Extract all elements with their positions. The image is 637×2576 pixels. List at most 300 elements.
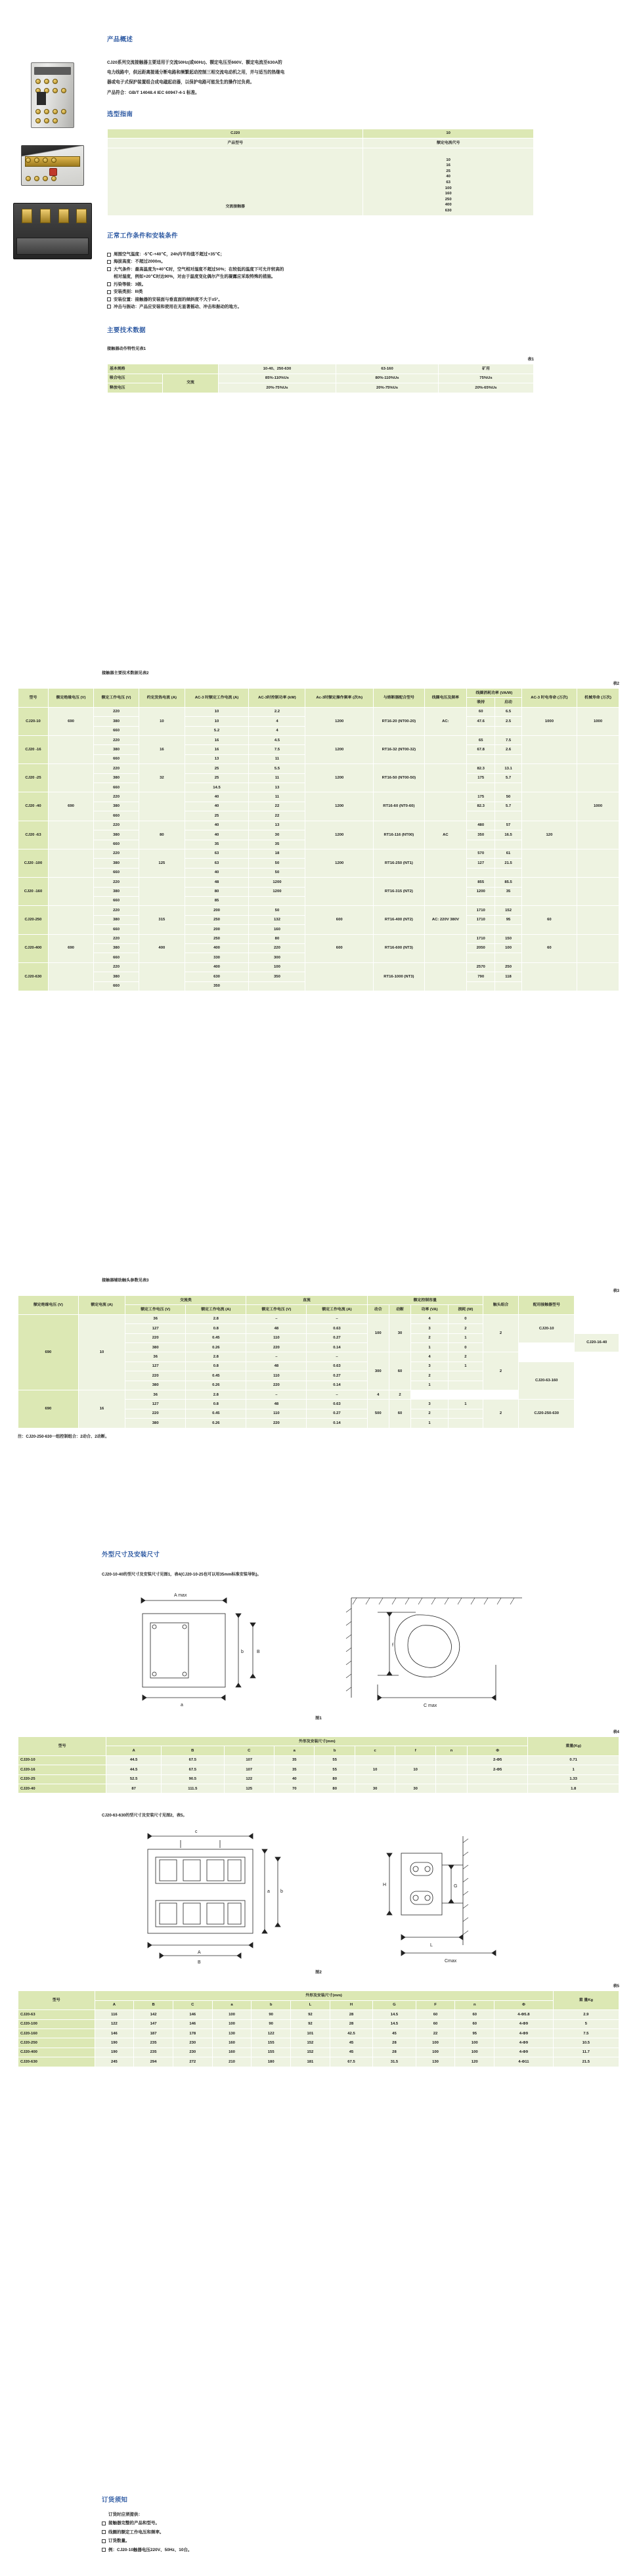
t2-rated-current: 400 [185, 943, 249, 953]
dim-h-weight: 重量(Kg) [528, 1737, 619, 1756]
dim-cell-1: 190 [95, 2048, 134, 2057]
t3-sub-2: 额定工作电压 (V) [246, 1305, 307, 1314]
svg-text:c: c [195, 1830, 198, 1835]
dim-cell-8 [435, 1784, 467, 1793]
t3-aca: 0.26 [186, 1343, 246, 1352]
fig2-caption: CJ20-63-630的型尺寸及安装尺寸见图2，表5。 [102, 1813, 187, 1818]
table-row [18, 821, 619, 830]
dim-cell-8: 45 [373, 2029, 416, 2038]
order-item [102, 2520, 619, 2527]
t2-power: 132 [249, 915, 305, 924]
selguide-head-current: 10 [363, 129, 534, 138]
dim-cell-3: 178 [173, 2029, 212, 2038]
t2-insulation: 690 [48, 934, 93, 962]
t2-coil-hold: 175 [467, 773, 495, 783]
svg-text:a: a [181, 1703, 183, 1707]
t3-sub-5: 动断 [389, 1305, 410, 1314]
t2-power: 50 [249, 906, 305, 915]
t3-w: 2 [448, 1324, 483, 1333]
overview-line-1: CJ20系列交流接触器主要适用于交流50Hz(或60Hz)、额定电压至660V、额定电流至630A的 [107, 60, 282, 65]
t2-rated-current: 14.5 [185, 783, 249, 792]
t2-power: 7.5 [249, 745, 305, 754]
svg-text:G: G [454, 1884, 458, 1889]
selguide-current-value: 25 [446, 169, 450, 173]
t2-voltage: 380 [94, 943, 139, 953]
t2-insulation [48, 906, 93, 934]
dim-cell-0: CJ20-400 [18, 2048, 95, 2057]
t3-dca: 0.27 [307, 1333, 367, 1342]
t2-power: 11 [249, 754, 305, 763]
dim-h-group: 外形及安装尺寸(mm) [95, 1991, 553, 2000]
t3-dca: 0.63 [307, 1400, 367, 1409]
dim-cell-8: 14.5 [373, 2010, 416, 2019]
dim-cell-7: 42.5 [330, 2029, 372, 2038]
t3-va: 2 [411, 1409, 449, 1418]
dim-sub-4: b [315, 1746, 355, 1755]
dim-cell-5: 55 [315, 1765, 355, 1774]
dim-cell-4: 35 [274, 1755, 314, 1765]
t2-header-6: Ac-3时额定操作频率 (次/h) [305, 689, 373, 708]
order-item [102, 2511, 619, 2518]
dim-sub-5: c [355, 1746, 395, 1755]
t2-rated-current: 200 [185, 906, 249, 915]
t3-ins: 690 [18, 1390, 79, 1428]
svg-text:Cmax: Cmax [445, 1959, 457, 1964]
t2-heat-current: 125 [139, 849, 185, 877]
t2-coil-start: 6.5 [495, 707, 521, 716]
t3-va: 4 [411, 1352, 449, 1362]
condition-item [107, 296, 534, 303]
t2-power: 11 [249, 773, 305, 783]
t2-insulation [48, 878, 93, 906]
t3-va: 3 [411, 1362, 449, 1371]
t2-coil: AC: 220V 380V [424, 906, 466, 934]
t2-voltage: 380 [94, 802, 139, 811]
dim-cell-11: 4-Φ9 [494, 2038, 554, 2048]
dim-cell-2: 90.5 [161, 1774, 224, 1784]
figure1-front-view [102, 1586, 299, 1711]
t3-dca: – [307, 1352, 367, 1362]
t2-rated-current: 10 [185, 717, 249, 726]
condition-item [107, 258, 534, 265]
dim-sub-1: B [134, 2000, 173, 2009]
section-title-conditions: 正常工作条件和安装条件 [107, 232, 178, 240]
dim-cell-9 [468, 1774, 528, 1784]
condition-item [107, 288, 534, 295]
t2-coil-start [495, 726, 521, 735]
dim-cell-3: 146 [173, 2010, 212, 2019]
dim-cell-2: 111.5 [161, 1784, 224, 1793]
dim-h-model: 型号 [18, 1991, 95, 2010]
t2-header-5: AC-3时控制功率 (kW) [249, 689, 305, 708]
t2-fuse: RT16-20 (NT00-20) [373, 707, 424, 735]
table-row [18, 934, 619, 943]
dim-cell-0: CJ20-630 [18, 2057, 95, 2067]
condition-item [107, 303, 534, 311]
t3-va: 1 [411, 1381, 449, 1390]
dim-cell-4: 210 [212, 2057, 252, 2067]
table3-block [18, 1277, 619, 1439]
dim-sub-2: C [173, 2000, 212, 2009]
t2-rated-current: 63 [185, 849, 249, 858]
figure2-label: 图2 [315, 1970, 322, 1975]
dim-cell-12: 10.5 [553, 2038, 619, 2048]
t1-spec-b: 63-160 [336, 364, 439, 374]
t2-coil-hold: 60 [467, 707, 495, 716]
order-text: 订货时应须提供： [108, 2512, 143, 2517]
selguide-body-currents [363, 148, 534, 215]
dim-cell-0: CJ20-100 [18, 2019, 95, 2029]
t2-mech-life: 1000 [577, 792, 619, 821]
t2-coil-hold: 855 [467, 878, 495, 887]
dim-cell-9: 60 [416, 2019, 455, 2029]
t2-frequency: 600 [305, 906, 373, 934]
t3-dcv: 220 [246, 1381, 307, 1390]
table-row [18, 962, 619, 972]
t1-pull-b: 80%-110%Us [336, 374, 439, 383]
t2-coil-hold: 82.3 [467, 802, 495, 811]
table-row [18, 2019, 619, 2029]
t2-voltage: 220 [94, 878, 139, 887]
t3-acv: 220 [125, 1371, 186, 1381]
t3-sub-4: 动合 [367, 1305, 389, 1314]
t2-coil-hold: 65 [467, 736, 495, 745]
dim-cell-3: 107 [224, 1755, 274, 1765]
t1-rel-b: 20%-75%Us [336, 383, 439, 393]
condition-text: 大气条件：最高温度为+40℃时，空气相对湿度不超过50%；在较低的温度下可允许较高的 [114, 267, 284, 272]
condition-text: 安装位置：接触器的安装面与垂直面的倾斜度不大于±5°。 [114, 297, 223, 302]
order-text: 线圈的额定工作电压和频率。 [108, 2529, 164, 2535]
t1-pull-a: 85%-110%Us [218, 374, 336, 383]
t3-aca: 0.26 [186, 1419, 246, 1428]
t3-dca: 0.63 [307, 1324, 367, 1333]
t3-w [448, 1371, 483, 1381]
t2-elec-life: 120 [521, 821, 577, 849]
selguide-current-value: 100 [445, 186, 452, 190]
dim-cell-1: 245 [95, 2057, 134, 2067]
t2-power: 1200 [249, 878, 305, 887]
dim-cell-2: 235 [134, 2038, 173, 2048]
t3-acv: 220 [125, 1333, 186, 1342]
t2-elec-life [521, 878, 577, 906]
t2-mech-life: 1000 [577, 707, 619, 735]
t2-frequency: 1200 [305, 736, 373, 764]
t2-power: 350 [249, 972, 305, 981]
t3-dcv: 110 [246, 1371, 307, 1381]
t2-heat-current: 80 [139, 821, 185, 849]
selection-guide-table [107, 129, 534, 216]
t2-power [249, 981, 305, 991]
t3-acv: 220 [125, 1409, 186, 1418]
t2-subheader-0: 吸持 [467, 698, 495, 707]
table3-number: 表3 [613, 1289, 619, 1293]
t2-fuse: RT16-50 (NT00-50) [373, 764, 424, 792]
dim-cell-5: 122 [252, 2029, 291, 2038]
order-text: 例：CJ20-10触器电压220V、50Hz、10台。 [108, 2547, 192, 2552]
dim-cell-9: 22 [416, 2029, 455, 2038]
t2-header-8: 线圈电压及频率 [424, 689, 466, 708]
t2-rated-current: 40 [185, 830, 249, 840]
t2-fuse: RT16-1000 (NT3) [373, 962, 424, 991]
t3-dcv: 110 [246, 1409, 307, 1418]
t3-acv: 36 [125, 1390, 186, 1400]
checkbox-icon [107, 305, 111, 309]
t2-power: 160 [249, 925, 305, 934]
t2-coil-hold [467, 868, 495, 877]
dim-cell-2: 235 [134, 2048, 173, 2057]
dim-sub-8: Φ [468, 1746, 528, 1755]
dim-cell-7: 30 [395, 1784, 435, 1793]
dim-cell-2: 67.5 [161, 1765, 224, 1774]
table-row [18, 1755, 619, 1765]
t2-rated-current: 40 [185, 868, 249, 877]
t3-sub-3: 额定工作电流 (A) [307, 1305, 367, 1314]
t2-elec-life: 1000 [521, 707, 577, 735]
t2-model: CJ20-10 [18, 707, 49, 735]
t2-frequency [305, 878, 373, 906]
t2-coil-start: 16.5 [495, 830, 521, 840]
t1-row-rel-label: 释放电压 [108, 383, 163, 393]
t2-rated-current: 16 [185, 736, 249, 745]
t3-dca: 0.14 [307, 1419, 367, 1428]
dim-cell-12: 5 [553, 2019, 619, 2029]
t2-coil-hold: 2570 [467, 962, 495, 972]
t2-coil-hold [467, 811, 495, 821]
dim-cell-10: 60 [455, 2019, 494, 2029]
dim-cell-11: 4-Φ9 [494, 2048, 554, 2057]
t3-cap-open: 60 [389, 1352, 410, 1390]
t2-frequency: 1200 [305, 849, 373, 877]
dim-cell-3: 272 [173, 2057, 212, 2067]
dim-cell-4: 160 [212, 2038, 252, 2048]
dim-cell-3: 230 [173, 2038, 212, 2048]
condition-text: 周围空气温度：-5℃-+40℃，24h内平均值不超过+35℃； [114, 252, 225, 257]
t3-aca: 0.8 [186, 1362, 246, 1371]
t2-power: 80 [249, 934, 305, 943]
checkbox-icon [107, 260, 111, 264]
t2-elec-life [521, 764, 577, 792]
table-row [18, 736, 619, 745]
t2-coil-start: 57 [495, 821, 521, 830]
t2-header-0: 型号 [18, 689, 49, 708]
t2-elec-life [521, 962, 577, 991]
figure1-drawings [102, 1586, 535, 1711]
t2-coil-start [495, 783, 521, 792]
dim-sub-7: n [435, 1746, 467, 1755]
condition-text: 相对湿度，例如+20℃时达90%，对由于温度变化偶尔产生的凝露应采取特殊的措施。 [114, 274, 276, 280]
table-row [18, 2038, 619, 2048]
t3-aca: 2.8 [186, 1390, 246, 1400]
t3-comb: 2 [483, 1400, 518, 1428]
product-image-column [0, 0, 105, 259]
table-row [18, 2010, 619, 2019]
dim-cell-10: 1.8 [528, 1784, 619, 1793]
dim-sub-9: n [455, 2000, 494, 2009]
dim-cell-11: 4-Φ9 [494, 2019, 554, 2029]
t2-voltage: 220 [94, 849, 139, 858]
dim-cell-8: 28 [373, 2048, 416, 2057]
t2-insulation [48, 962, 93, 991]
t2-mech-life [577, 736, 619, 764]
t2-coil-hold: 1710 [467, 906, 495, 915]
t3-aca: 0.45 [186, 1409, 246, 1418]
t2-power: 2.2 [249, 707, 305, 716]
t3-dca: 0.27 [307, 1409, 367, 1418]
t2-rated-current: 5.2 [185, 726, 249, 735]
conditions-list [107, 251, 534, 311]
selguide-current-value: 160 [445, 192, 452, 196]
dim-sub-5: L [291, 2000, 330, 2009]
t3-cur: 10 [78, 1314, 125, 1390]
svg-text:A: A [198, 1950, 201, 1956]
t3-h-dc: 直流 [246, 1296, 367, 1305]
condition-item [107, 251, 534, 258]
dim-cell-6: 101 [291, 2029, 330, 2038]
t3-cap-open: 30 [389, 1314, 410, 1352]
overview-line-4: 产品符合：GB/T 14048.4 IEC 60947-4-1 标准。 [107, 90, 200, 95]
table-row [18, 1784, 619, 1793]
dim-cell-1: 44.5 [106, 1755, 162, 1765]
dim-cell-6: 92 [291, 2010, 330, 2019]
t2-rated-current: 80 [185, 887, 249, 896]
t2-coil-start [495, 868, 521, 877]
t2-fuse: RT16-32 (NT00-32) [373, 736, 424, 764]
t2-mech-life [577, 934, 619, 962]
section-order-notice [18, 2495, 619, 2554]
t2-coil-hold: 127 [467, 859, 495, 868]
t1-row-spec-label: 基本规格 [108, 364, 219, 374]
dim-cell-9: 2-Φ5 [468, 1755, 528, 1765]
dim-cell-12: 11.7 [553, 2048, 619, 2057]
t2-rated-current: 35 [185, 840, 249, 849]
t2-voltage: 380 [94, 773, 139, 783]
t2-coil: AC: [424, 707, 466, 735]
t3-dca: 0.14 [307, 1381, 367, 1390]
t2-power: 5.5 [249, 764, 305, 773]
fig1-caption: CJ20-10-40的型尺寸及安装尺寸见图1，表4(CJ20-10-25也可以用35mm标准安装导轨)。 [102, 1572, 261, 1577]
dim-sub-6: f [395, 1746, 435, 1755]
dim-cell-9: 2-Φ5 [468, 1765, 528, 1774]
t3-w [448, 1419, 483, 1428]
checkbox-icon [107, 290, 111, 294]
order-notice-list [102, 2511, 619, 2554]
table3-auxiliary-contacts [18, 1295, 619, 1428]
t2-header-11: 机械寿命 (万次) [577, 689, 619, 708]
table5-number: 表5 [613, 1984, 619, 1989]
t2-voltage: 660 [94, 953, 139, 962]
dim-cell-9: 100 [416, 2038, 455, 2048]
dim-sub-4: b [252, 2000, 291, 2009]
dim-cell-0: CJ20-250 [18, 2038, 95, 2048]
t2-heat-current: 400 [139, 934, 185, 962]
t2-insulation [48, 849, 93, 877]
t2-power: 11 [249, 792, 305, 802]
dim-cell-6: 181 [291, 2057, 330, 2067]
dim-cell-11: 4-Φ11 [494, 2057, 554, 2067]
t3-model: CJ20-10 [519, 1314, 575, 1342]
t2-voltage: 380 [94, 915, 139, 924]
t2-coil-start [495, 981, 521, 991]
t1-rel-c: 20%-65%Us [438, 383, 533, 393]
figure2-side-view [338, 1827, 535, 1965]
t1-pull-c: 75%Us [438, 374, 533, 383]
t2-coil-hold [467, 925, 495, 934]
t2-coil-hold [467, 783, 495, 792]
dim-cell-5: 155 [252, 2038, 291, 2048]
t3-sub-7: 损耗 (W) [448, 1305, 483, 1314]
t3-acv: 380 [125, 1343, 186, 1352]
t2-rated-current: 330 [185, 953, 249, 962]
section-title-overview: 产品概述 [107, 36, 133, 43]
t3-va: 2 [411, 1333, 449, 1342]
t3-dcv: 220 [246, 1343, 307, 1352]
t2-power: 100 [249, 962, 305, 972]
svg-text:B: B [198, 1960, 201, 1965]
dim-cell-9: 60 [416, 2010, 455, 2019]
t2-rated-current: 400 [185, 962, 249, 972]
section-main-technical-data [107, 325, 534, 393]
table-header-row [18, 1737, 619, 1746]
t2-insulation [48, 736, 93, 764]
t2-power: 4.5 [249, 736, 305, 745]
t2-frequency: 1200 [305, 792, 373, 821]
t2-power: 4 [249, 717, 305, 726]
t3-w: 0 [448, 1314, 483, 1323]
t3-dca: 0.63 [307, 1362, 367, 1371]
t2-header-9: 线圈消耗功率 (VA/W) [467, 689, 522, 698]
t2-coil-start: 2.5 [495, 717, 521, 726]
t2-voltage: 660 [94, 840, 139, 849]
t3-acv: 127 [125, 1362, 186, 1371]
table3-note: 注：CJ20-250-630一组控制组合：2动合、2动断。 [18, 1434, 110, 1439]
dim-cell-2: 142 [134, 2010, 173, 2019]
t3-h-model: 配用接触器型号 [519, 1296, 575, 1315]
condition-text: 冲击与振动：产品应安装和使用在无显著摇动、冲击和振动的地方。 [114, 304, 242, 309]
dim-cell-5: 55 [315, 1755, 355, 1765]
dim-cell-0: CJ20-16 [18, 1765, 106, 1774]
t2-model: CJ20 -160 [18, 878, 49, 906]
t3-va: 2 [411, 1371, 449, 1381]
table-row [18, 1765, 619, 1774]
t2-insulation [48, 764, 93, 792]
dim-cell-8: 28 [373, 2038, 416, 2048]
table2-technical-data [18, 688, 619, 991]
t2-heat-current: 315 [139, 906, 185, 934]
product-photo-small-contactor [31, 62, 74, 128]
dim-cell-0: CJ20-40 [18, 1784, 106, 1793]
table5-dimensions-large [18, 1990, 619, 2067]
t2-coil-hold: 67.8 [467, 745, 495, 754]
dim-sub-10: Φ [494, 2000, 554, 2009]
dim-cell-6: 10 [355, 1765, 395, 1774]
t2-voltage: 660 [94, 811, 139, 821]
dim-cell-8 [435, 1765, 467, 1774]
dim-cell-1: 122 [95, 2019, 134, 2029]
t2-power: 50 [249, 859, 305, 868]
dim-cell-7 [395, 1774, 435, 1784]
dim-cell-1: 116 [95, 2010, 134, 2019]
t2-coil-hold: 480 [467, 821, 495, 830]
table-row [18, 1314, 619, 1323]
figure1-side-view [338, 1586, 535, 1711]
table4-dimensions-small [18, 1736, 619, 1793]
t1-spec-a: 10-40、250-630 [218, 364, 336, 374]
dim-cell-3: 125 [224, 1784, 274, 1793]
table-row [18, 792, 619, 802]
overview-line-2: 电力线路中，供远距离接通分断电路和频繁起动控制三相交流电动机之用，并与适当的热继电 [107, 70, 285, 75]
dim-sub-3: a [212, 2000, 252, 2009]
t2-coil [424, 849, 466, 877]
